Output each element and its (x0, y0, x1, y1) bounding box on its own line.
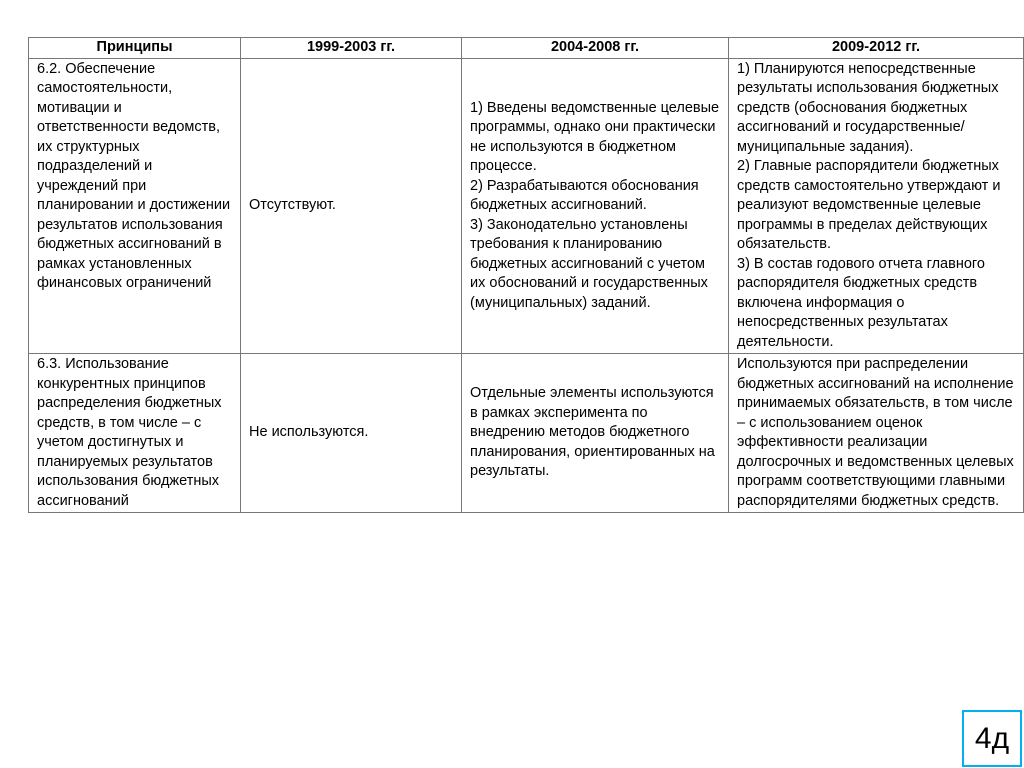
page-number-badge: 4д (962, 710, 1022, 767)
period-2009-cell (729, 58, 1024, 354)
header-1999-2003: 1999-2003 гг. (241, 38, 462, 59)
list-item: 1) Планируются непосредственные результаты использования бюджетных средств (обоснования бюджетных ассигнований и государственные/муниципальные задания). (737, 60, 999, 155)
period-1999-cell: Отсутствуют. (241, 58, 462, 354)
header-2009-2012: 2009-2012 гг. (729, 38, 1024, 59)
table-row (29, 58, 1024, 354)
period-2004-cell (462, 58, 729, 354)
table-row (29, 354, 1024, 513)
principle-cell: 6.2. Обеспечение самостоятельности, мотивации и ответственности ведомств, их структурных подразделений и учреждений при планировании и достижении результатов использования бюджетных ассигнований в рамках установленных финансовых ограничений (29, 58, 241, 354)
list-item: 1) Введены ведомственные целевые программы, однако они практически не используются в бюджетном процессе. (470, 99, 720, 174)
list-item: 3) Законодательно установлены требования к планированию бюджетных ассигнований с учетом их обоснований и государственных (муниципальных) заданий. (470, 216, 708, 311)
principles-table (28, 37, 1024, 513)
header-principles: Принципы (29, 38, 241, 59)
table-header-row (29, 38, 1024, 59)
header-2004-2008: 2004-2008 гг. (462, 38, 729, 59)
list-item: 3) В состав годового отчета главного распорядителя бюджетных средств включена информация о непосредственных результатах деятельности. (737, 255, 985, 350)
period-1999-cell: Не используются. (241, 354, 462, 513)
period-2009-cell: Используются при распределении бюджетных ассигнований на исполнение принимаемых обязательств, в том числе – с использованием оценок эффективности реализации долгосрочных и ведомственных целевых программ соответствующими главными распорядителями бюджетных средств. (729, 354, 1024, 513)
principle-cell: 6.3. Использование конкурентных принципов распределения бюджетных средств, в том числе – с учетом достигнутых и планируемых результатов использования бюджетных ассигнований (29, 354, 241, 513)
list-item: 2) Разрабатываются обоснования бюджетных ассигнований. (470, 177, 699, 213)
list-item: 2) Главные распорядители бюджетных средств самостоятельно утверждают и реализуют ведомственные целевые программы в пределах действующих обязательств. (737, 158, 1001, 252)
period-2004-cell: Отдельные элементы используются в рамках эксперимента по внедрению методов бюджетного планирования, ориентированных на результаты. (462, 354, 729, 513)
